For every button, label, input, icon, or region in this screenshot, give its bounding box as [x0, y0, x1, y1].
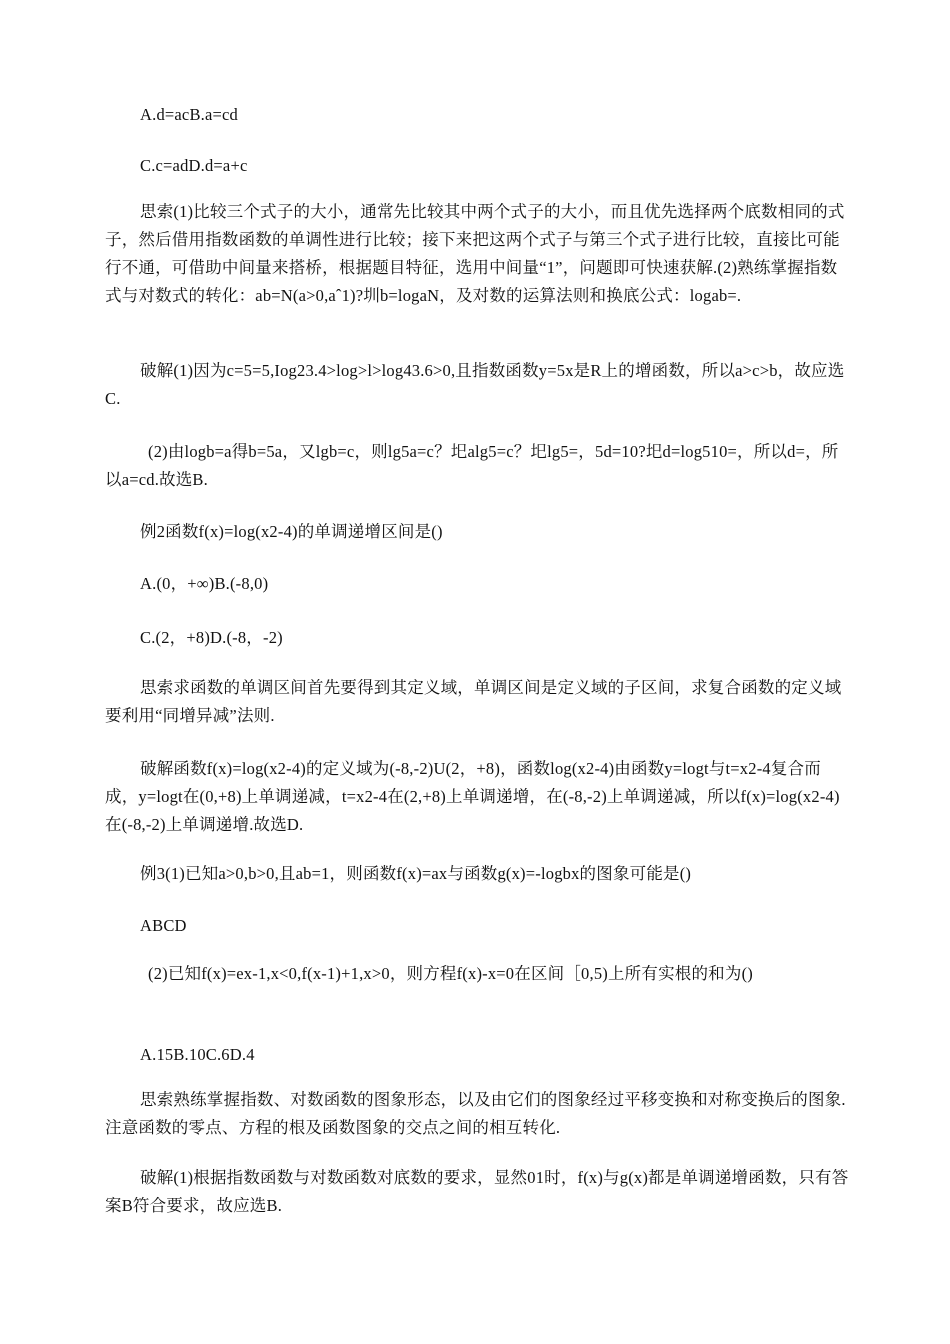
solution-paragraph-2: (2)由logb=a得b=5a，又lgb=c，则lg5a=c？圯alg5=c？圯lg5=，5d=10?圯d=log510=，所以d=，所以a=cd.故选B. — [105, 442, 839, 489]
example-3-part-2: (2)已知f(x)=ex-1,x<0,f(x-1)+1,x>0，则方程f(x)-x=0在区间［0,5)上所有实根的和为() — [148, 964, 753, 983]
answer-options-line-2: C.c=adD.d=a+c — [140, 156, 248, 175]
thinking-paragraph-2: 思索求函数的单调区间首先要得到其定义域，单调区间是定义域的子区间，求复合函数的定义域要利用“同增异减”法则. — [105, 678, 842, 725]
thinking-paragraph-3: 思索熟练掌握指数、对数函数的图象形态，以及由它们的图象经过平移变换和对称变换后的图象.注意函数的零点、方程的根及函数图象的交点之间的相互转化. — [105, 1090, 846, 1137]
solution-paragraph-1: 破解(1)因为c=5=5,Iog23.4>log>l>log43.6>0,且指数函数y=5x是R上的增函数，所以a>c>b，故应选C. — [105, 361, 845, 408]
example-3-question: 例3(1)已知a>0,b>0,且ab=1，则函数f(x)=ax与函数g(x)=-logbx的图象可能是() — [140, 864, 692, 883]
example-2-options-line-1: A.(0，+∞)B.(-8,0) — [140, 574, 269, 593]
solution-paragraph-4: 破解(1)根据指数函数与对数函数对底数的要求，显然01时，f(x)与g(x)都是单调递增函数，只有答案B符合要求，故应选B. — [105, 1168, 849, 1215]
example-2-options-line-2: C.(2，+8)D.(-8，-2) — [140, 628, 283, 647]
answer-options-line-1: A.d=acB.a=cd — [140, 105, 238, 124]
example-3-image-labels: ABCD — [140, 916, 187, 935]
example-2-question: 例2函数f(x)=log(x2-4)的单调递增区间是() — [140, 522, 443, 541]
solution-paragraph-3: 破解函数f(x)=log(x2-4)的定义域为(-8,-2)U(2，+8)，函数log(x2-4)由函数y=logt与t=x2-4复合而成，y=logt在(0,+8)上单调递减，t=x2-4在(2,+8)上单调递增，在(-8,-2)上单调递减，所以f(x)=log(x2-4)在(-8,-2)上单调递增.故选D. — [105, 759, 840, 834]
example-3-options: A.15B.10C.6D.4 — [140, 1045, 255, 1064]
thinking-paragraph-1: 思索(1)比较三个式子的大小，通常先比较其中两个式子的大小，而且优先选择两个底数相同的式子，然后借用指数函数的单调性进行比较；接下来把这两个式子与第三个式子进行比较，直接比可能行不通，可借助中间量来搭桥，根据题目特征，选用中间量“1”，问题即可快速获解.(2)熟练掌握指数式与对数式的转化：ab=N(a>0,aˆ1)?圳b=logaN，及对数的运算法则和换底公式：logab=. — [105, 202, 845, 305]
